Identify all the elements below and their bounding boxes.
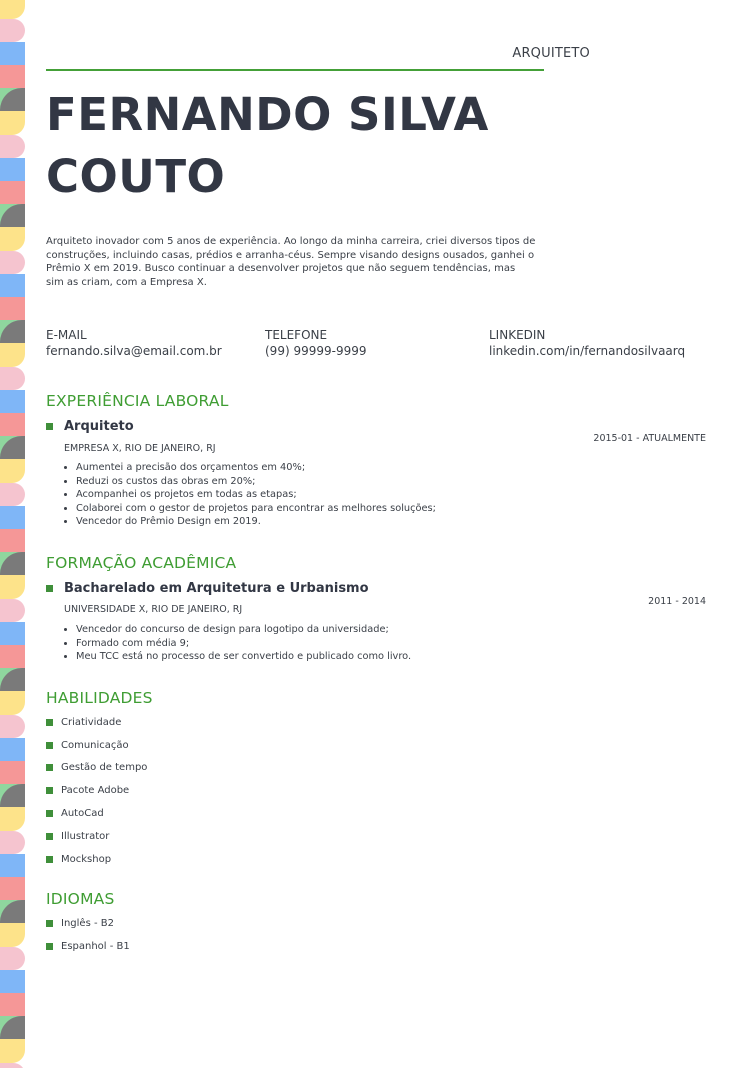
skill-label: Criatividade [61, 716, 122, 728]
contact-email-label: E-MAIL [46, 328, 87, 342]
skill-item [46, 711, 147, 734]
strip-pattern [0, 926, 26, 1042]
contact-email-value[interactable]: fernando.silva@email.com.br [46, 344, 222, 358]
skill-label: AutoCad [61, 808, 104, 820]
strip-pattern [0, 0, 26, 114]
square-bullet-icon [46, 856, 53, 863]
education-dates: 2011 - 2014 [648, 596, 706, 607]
list-item: • Acompanhei os projetos em todas as etapas; [76, 488, 436, 502]
square-bullet-icon [46, 943, 53, 950]
language-item [46, 912, 130, 935]
square-bullet-icon [46, 742, 53, 749]
position-title: Arquiteto [64, 419, 134, 434]
contact-email [46, 327, 222, 359]
contact-linkedin-label: LINKEDIN [489, 328, 546, 342]
full-name [46, 84, 489, 208]
contact-phone-value[interactable]: (99) 99999-9999 [265, 344, 367, 358]
skill-item [46, 779, 147, 802]
square-bullet-icon [46, 833, 53, 840]
strip-pattern [0, 230, 26, 346]
languages-list [46, 912, 130, 958]
education-degree [46, 581, 369, 596]
list-item: • Meu TCC está no processo de ser convertido e publicado como livro. [76, 650, 411, 664]
skill-label: Comunicação [61, 739, 129, 751]
section-title-education: FORMAÇÃO ACADÊMICA [46, 554, 237, 572]
experience-position [46, 419, 134, 434]
skill-item [46, 734, 147, 757]
education-highlights [64, 623, 411, 664]
section-title-languages: IDIOMAS [46, 890, 115, 908]
list-item: • Vencedor do concurso de design para logotipo da universidade; [76, 623, 411, 637]
strip-pattern [0, 114, 26, 230]
skill-item [46, 757, 147, 780]
list-item: • Vencedor do Prêmio Design em 2019. [76, 515, 436, 529]
list-item: • Colaborei com o gestor de projetos para encontrar as melhores soluções; [76, 502, 436, 516]
skill-item [46, 848, 147, 871]
section-title-experience: EXPERIÊNCIA LABORAL [46, 392, 229, 410]
square-bullet-icon [46, 423, 53, 430]
strip-pattern [0, 578, 26, 694]
strip-pattern [0, 694, 26, 810]
square-bullet-icon [46, 585, 53, 592]
education-institution: UNIVERSIDADE X, RIO DE JANEIRO, RJ [64, 604, 243, 615]
degree-title: Bacharelado em Arquitetura e Urbanismo [64, 581, 369, 596]
experience-achievements [64, 461, 436, 529]
language-item [46, 935, 130, 958]
list-item: • Formado com média 9; [76, 637, 411, 651]
skill-item [46, 825, 147, 848]
square-bullet-icon [46, 810, 53, 817]
square-bullet-icon [46, 787, 53, 794]
section-title-skills: HABILIDADES [46, 689, 153, 707]
job-title: ARQUITETO [512, 46, 590, 61]
experience-dates: 2015-01 - ATUALMENTE [593, 433, 706, 444]
strip-pattern [0, 1042, 26, 1068]
experience-company: EMPRESA X, RIO DE JANEIRO, RJ [64, 443, 216, 454]
list-item: • Reduzi os custos das obras em 20%; [76, 475, 436, 489]
name-line-2: COUTO [46, 150, 226, 203]
strip-pattern [0, 810, 26, 926]
skill-item [46, 802, 147, 825]
contact-phone [265, 327, 367, 359]
strip-pattern [0, 346, 26, 462]
language-label: Espanhol - B1 [61, 940, 130, 952]
skill-label: Gestão de tempo [61, 762, 148, 774]
contact-linkedin [489, 327, 685, 359]
skills-list [46, 711, 147, 871]
contact-phone-label: TELEFONE [265, 328, 328, 342]
header-divider [46, 69, 544, 71]
language-label: Inglês - B2 [61, 917, 114, 929]
profile-summary: Arquiteto inovador com 5 anos de experiência. Ao longo da minha carreira, criei diversos tipos de construções, incluindo casas, prédios e arranha-céus. Sempre visando designs ousados, ganhei o Prêmio X em 2019. Busco continuar a desenvolver projetos que não seguem tendências, mas sim as criam, com a Empresa X. [46, 236, 536, 288]
decorative-color-strip [0, 0, 26, 1068]
strip-pattern [0, 462, 26, 578]
square-bullet-icon [46, 764, 53, 771]
contact-linkedin-value[interactable]: linkedin.com/in/fernandosilvaarq [489, 344, 686, 358]
square-bullet-icon [46, 719, 53, 726]
skill-label: Illustrator [61, 830, 110, 842]
name-line-1: FERNANDO SILVA [46, 88, 489, 141]
list-item: • Aumentei a precisão dos orçamentos em 40%; [76, 461, 436, 475]
skill-label: Mockshop [61, 853, 112, 865]
skill-label: Pacote Adobe [61, 785, 130, 797]
square-bullet-icon [46, 920, 53, 927]
